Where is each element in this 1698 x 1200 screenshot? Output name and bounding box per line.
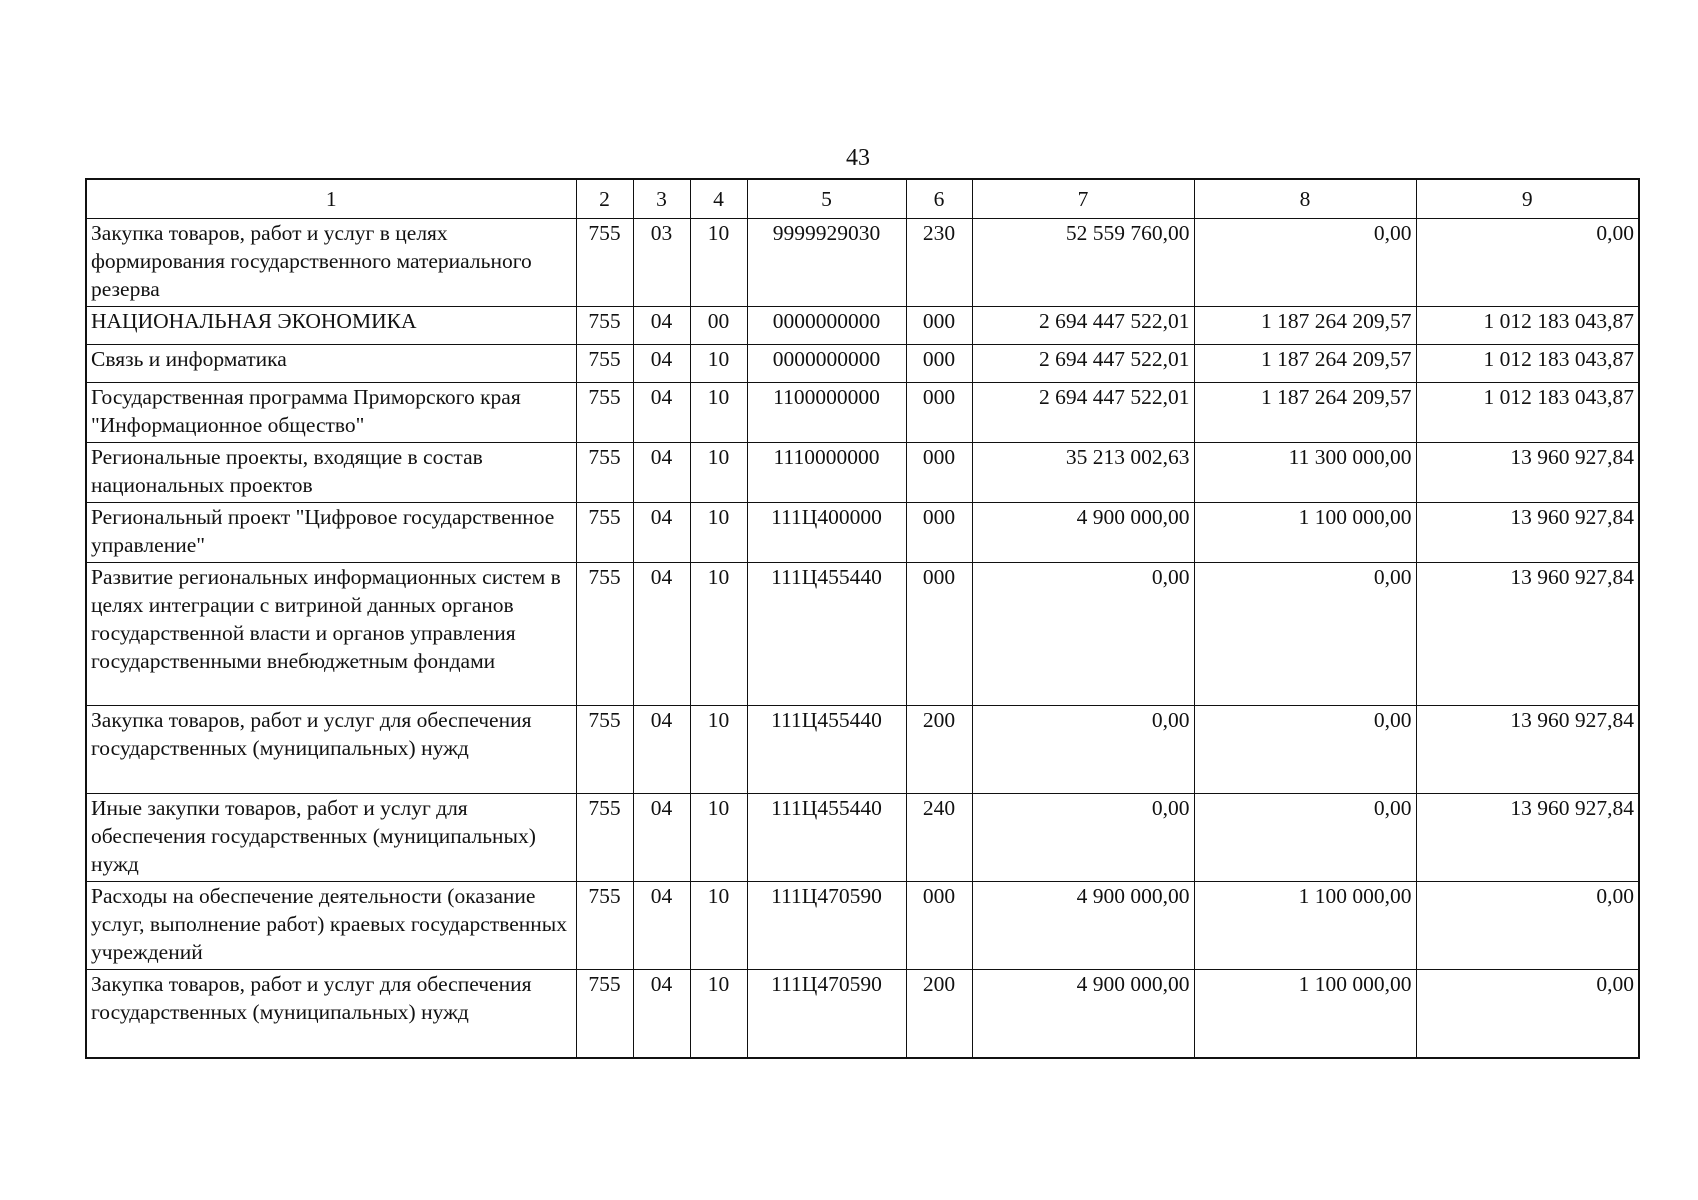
cell-amount-8: 1 100 000,00	[1194, 882, 1416, 970]
column-header: 1	[86, 179, 576, 219]
cell-amount-9: 13 960 927,84	[1416, 563, 1639, 706]
row-name: Государственная программа Приморского края "Информационное общество"	[86, 383, 576, 443]
cell-admin-code: 755	[576, 219, 633, 307]
cell-target-item: 111Ц470590	[747, 970, 906, 1058]
cell-admin-code: 755	[576, 503, 633, 563]
cell-amount-8: 0,00	[1194, 219, 1416, 307]
row-name: Закупка товаров, работ и услуг для обеспечения государственных (муниципальных) нужд	[86, 970, 576, 1058]
cell-amount-7: 0,00	[972, 706, 1194, 794]
column-header: 2	[576, 179, 633, 219]
cell-expense-type: 000	[906, 383, 972, 443]
table-row	[86, 794, 1639, 882]
cell-section: 03	[633, 219, 690, 307]
cell-section: 04	[633, 383, 690, 443]
cell-section: 04	[633, 307, 690, 345]
cell-section: 04	[633, 882, 690, 970]
cell-amount-7: 4 900 000,00	[972, 970, 1194, 1058]
cell-expense-type: 000	[906, 345, 972, 383]
row-name: Региональные проекты, входящие в состав национальных проектов	[86, 443, 576, 503]
cell-amount-7: 52 559 760,00	[972, 219, 1194, 307]
cell-amount-9: 13 960 927,84	[1416, 443, 1639, 503]
cell-target-item: 1110000000	[747, 443, 906, 503]
cell-admin-code: 755	[576, 443, 633, 503]
column-header: 5	[747, 179, 906, 219]
row-name: Региональный проект "Цифровое государственное управление"	[86, 503, 576, 563]
cell-amount-7: 35 213 002,63	[972, 443, 1194, 503]
table-row	[86, 706, 1639, 794]
cell-amount-7: 0,00	[972, 794, 1194, 882]
cell-amount-7: 4 900 000,00	[972, 503, 1194, 563]
cell-section: 04	[633, 706, 690, 794]
cell-subsection: 10	[690, 882, 747, 970]
cell-target-item: 9999929030	[747, 219, 906, 307]
cell-expense-type: 000	[906, 563, 972, 706]
cell-amount-8: 1 187 264 209,57	[1194, 345, 1416, 383]
budget-table	[85, 178, 1640, 1059]
column-header: 8	[1194, 179, 1416, 219]
cell-amount-7: 0,00	[972, 563, 1194, 706]
cell-subsection: 10	[690, 794, 747, 882]
cell-amount-9: 1 012 183 043,87	[1416, 383, 1639, 443]
cell-amount-9: 13 960 927,84	[1416, 706, 1639, 794]
row-name: НАЦИОНАЛЬНАЯ ЭКОНОМИКА	[86, 307, 576, 345]
cell-amount-8: 11 300 000,00	[1194, 443, 1416, 503]
cell-subsection: 10	[690, 345, 747, 383]
cell-expense-type: 230	[906, 219, 972, 307]
cell-expense-type: 000	[906, 443, 972, 503]
cell-section: 04	[633, 443, 690, 503]
cell-target-item: 111Ц455440	[747, 706, 906, 794]
cell-target-item: 111Ц470590	[747, 882, 906, 970]
cell-target-item: 1100000000	[747, 383, 906, 443]
table-row	[86, 383, 1639, 443]
cell-subsection: 10	[690, 503, 747, 563]
cell-expense-type: 200	[906, 970, 972, 1058]
cell-section: 04	[633, 345, 690, 383]
cell-subsection: 10	[690, 443, 747, 503]
cell-expense-type: 000	[906, 882, 972, 970]
cell-target-item: 111Ц455440	[747, 794, 906, 882]
cell-subsection: 10	[690, 219, 747, 307]
cell-amount-8: 1 100 000,00	[1194, 503, 1416, 563]
cell-amount-9: 13 960 927,84	[1416, 794, 1639, 882]
cell-amount-7: 4 900 000,00	[972, 882, 1194, 970]
cell-expense-type: 000	[906, 503, 972, 563]
cell-admin-code: 755	[576, 970, 633, 1058]
row-name: Закупка товаров, работ и услуг для обеспечения государственных (муниципальных) нужд	[86, 706, 576, 794]
cell-section: 04	[633, 563, 690, 706]
cell-section: 04	[633, 794, 690, 882]
cell-amount-8: 1 100 000,00	[1194, 970, 1416, 1058]
cell-expense-type: 240	[906, 794, 972, 882]
cell-amount-9: 0,00	[1416, 882, 1639, 970]
table-row	[86, 307, 1639, 345]
page-number: 43	[846, 145, 870, 171]
cell-amount-8: 1 187 264 209,57	[1194, 307, 1416, 345]
cell-amount-9: 0,00	[1416, 970, 1639, 1058]
cell-amount-8: 0,00	[1194, 706, 1416, 794]
row-name: Развитие региональных информационных систем в целях интеграции с витриной данных органов государственной власти и органов управления государственными внебюджетным фондами	[86, 563, 576, 706]
cell-amount-9: 13 960 927,84	[1416, 503, 1639, 563]
row-name: Расходы на обеспечение деятельности (оказание услуг, выполнение работ) краевых государственных учреждений	[86, 882, 576, 970]
column-header: 6	[906, 179, 972, 219]
cell-subsection: 10	[690, 563, 747, 706]
row-name: Иные закупки товаров, работ и услуг для обеспечения государственных (муниципальных) нужд	[86, 794, 576, 882]
cell-subsection: 10	[690, 706, 747, 794]
cell-target-item: 111Ц455440	[747, 563, 906, 706]
cell-admin-code: 755	[576, 882, 633, 970]
cell-target-item: 0000000000	[747, 345, 906, 383]
cell-subsection: 10	[690, 383, 747, 443]
column-header: 9	[1416, 179, 1639, 219]
cell-target-item: 0000000000	[747, 307, 906, 345]
cell-amount-7: 2 694 447 522,01	[972, 383, 1194, 443]
row-name: Связь и информатика	[86, 345, 576, 383]
cell-amount-9: 0,00	[1416, 219, 1639, 307]
cell-admin-code: 755	[576, 383, 633, 443]
cell-amount-8: 0,00	[1194, 794, 1416, 882]
cell-admin-code: 755	[576, 706, 633, 794]
cell-admin-code: 755	[576, 563, 633, 706]
table-row	[86, 345, 1639, 383]
cell-section: 04	[633, 503, 690, 563]
cell-expense-type: 000	[906, 307, 972, 345]
table-row	[86, 882, 1639, 970]
cell-amount-8: 1 187 264 209,57	[1194, 383, 1416, 443]
column-header: 3	[633, 179, 690, 219]
table-row	[86, 219, 1639, 307]
row-name: Закупка товаров, работ и услуг в целях формирования государственного материального резерва	[86, 219, 576, 307]
column-header: 7	[972, 179, 1194, 219]
cell-subsection: 10	[690, 970, 747, 1058]
cell-admin-code: 755	[576, 794, 633, 882]
cell-amount-8: 0,00	[1194, 563, 1416, 706]
cell-subsection: 00	[690, 307, 747, 345]
table-row	[86, 503, 1639, 563]
column-header: 4	[690, 179, 747, 219]
cell-amount-7: 2 694 447 522,01	[972, 345, 1194, 383]
cell-amount-7: 2 694 447 522,01	[972, 307, 1194, 345]
table-row	[86, 563, 1639, 706]
cell-admin-code: 755	[576, 345, 633, 383]
cell-amount-9: 1 012 183 043,87	[1416, 345, 1639, 383]
table-row	[86, 970, 1639, 1058]
header-row	[86, 179, 1639, 219]
cell-admin-code: 755	[576, 307, 633, 345]
cell-target-item: 111Ц400000	[747, 503, 906, 563]
cell-amount-9: 1 012 183 043,87	[1416, 307, 1639, 345]
cell-expense-type: 200	[906, 706, 972, 794]
cell-section: 04	[633, 970, 690, 1058]
table-row	[86, 443, 1639, 503]
